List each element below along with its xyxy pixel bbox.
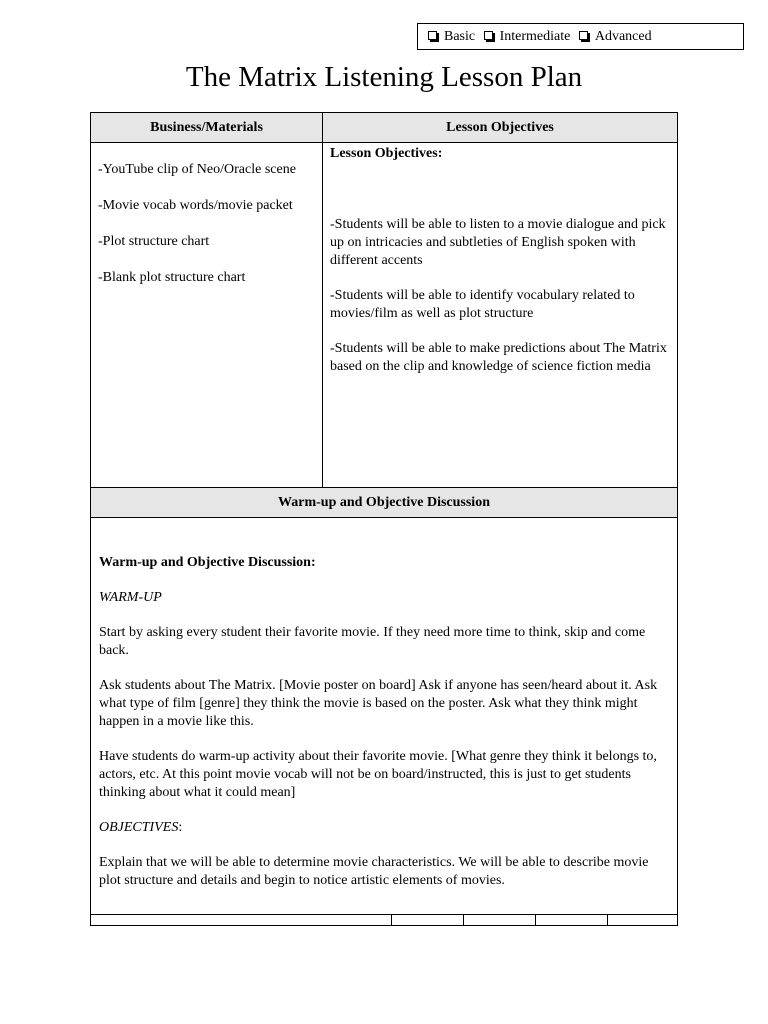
footer-divider-strip [91,915,677,925]
warmup-cell [91,518,678,915]
checkbox-icon[interactable] [428,31,437,40]
material-item: -Movie vocab words/movie packet [98,198,293,213]
level-option-advanced[interactable] [579,24,652,49]
warmup-paragraph: Ask students about The Matrix. [Movie poster on board] Ask if anyone has seen/heard about it. Ask what type of film [genre] they think the movie is based on the poster. Ask what they think might happen in a movie like this. [99,678,658,729]
material-item: -YouTube clip of Neo/Oracle scene [98,162,296,177]
warmup-heading: Warm-up and Objective Discussion: [99,555,316,570]
level-label: Intermediate [499,29,571,44]
warmup-header: Warm-up and Objective Discussion [91,488,678,518]
section-content-row [91,143,678,488]
footer-divider [535,915,536,925]
objectives-header: Lesson Objectives [323,113,678,143]
footer-divider [607,915,608,925]
checkbox-icon[interactable] [579,31,588,40]
material-item: -Plot structure chart [98,234,210,249]
warmup-paragraph: Start by asking every student their favorite movie. If they need more time to think, skip and come back. [99,625,646,658]
objectives-label-suffix: : [178,820,183,835]
objectives-heading: Lesson Objectives: [330,146,443,161]
warmup-label: WARM-UP [99,590,162,605]
objectives-cell [323,143,678,488]
level-label: Advanced [594,29,652,44]
warmup-content-row [91,518,678,915]
warmup-paragraph: Have students do warm-up activity about their favorite movie. [What genre they think it belongs to, actors, etc. At this point movie vocab will not be on board/instructed, this is just to get students thinking about what it could mean] [99,749,657,800]
footer-divider [463,915,464,925]
footer-divider [391,915,392,925]
material-item: -Blank plot structure chart [98,270,246,285]
level-label: Basic [444,29,476,44]
warmup-header-row [91,488,678,518]
footer-cell [91,915,678,926]
objective-item: -Students will be able to listen to a movie dialogue and pick up on intricacies and subtleties of English spoken with different accents [330,217,666,268]
lesson-plan-table [90,112,678,926]
materials-cell [91,143,323,488]
footer-row [91,915,678,926]
checkbox-icon[interactable] [484,31,493,40]
materials-header: Business/Materials [91,113,323,143]
level-option-intermediate[interactable] [484,24,571,49]
objective-item: -Students will be able to identify vocabulary related to movies/film as well as plot structure [330,288,635,321]
level-selector [417,23,744,50]
section-header-row [91,113,678,143]
objectives-paragraph: Explain that we will be able to determine movie characteristics. We will be able to describe movie plot structure and details and begin to notice artistic elements of movies. [99,855,649,888]
level-option-basic[interactable] [428,24,475,49]
page-title: The Matrix Listening Lesson Plan [185,61,583,93]
objectives-label [99,819,669,837]
objectives-label-text: OBJECTIVES [99,820,179,835]
objective-item: -Students will be able to make predictions about The Matrix based on the clip and knowledge of science fiction media [330,341,667,374]
